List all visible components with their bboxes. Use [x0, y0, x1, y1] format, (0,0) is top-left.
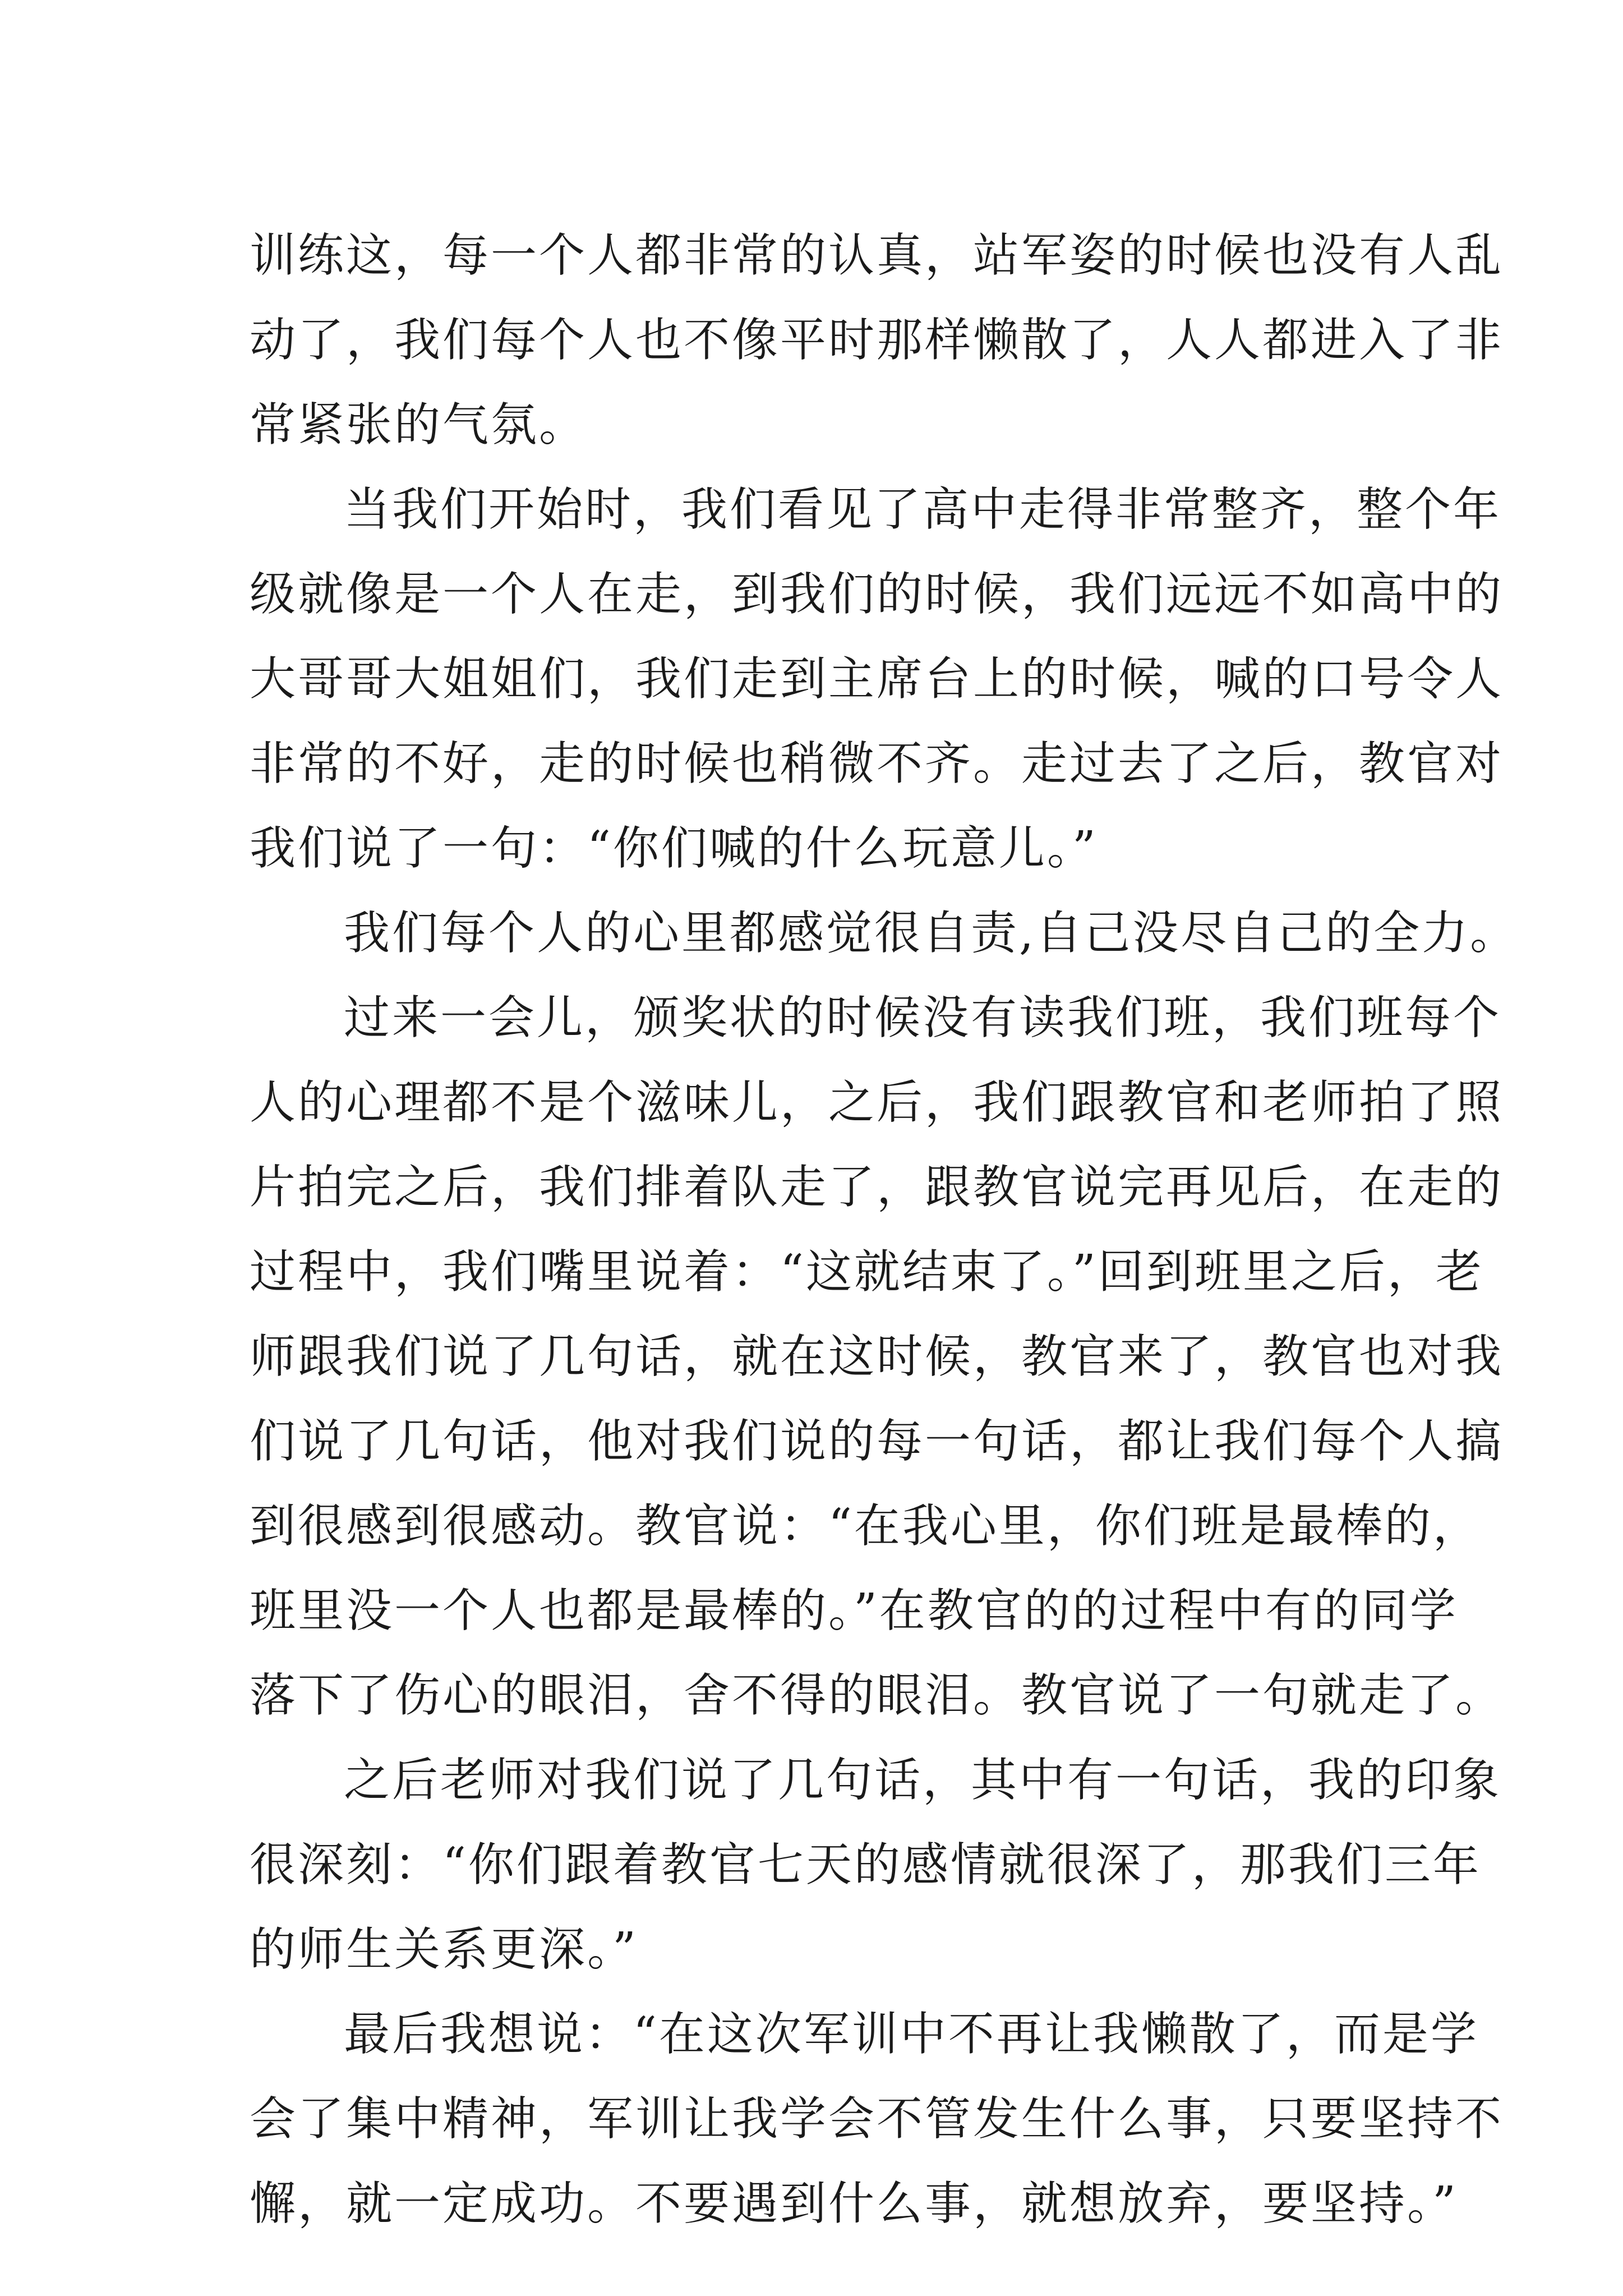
text-line: 最后我想说：“在这次军训中不再让我懒散了，而是学 [344, 2008, 1479, 2061]
text-line: 懈，就一定成功。不要遇到什么事，就想放弃，要坚持。” [250, 2177, 1458, 2230]
text-line: 动了，我们每个人也不像平时那样懒散了，人人都进入了非 [250, 314, 1504, 367]
text-line: 之后老师对我们说了几句话，其中有一句话，我的印象 [344, 1754, 1502, 1807]
text-line: 级就像是一个人在走，到我们的时候，我们远远不如高中的 [250, 568, 1504, 621]
text-line: 的师生关系更深。” [250, 1923, 638, 1976]
text-line: 人的心理都不是个滋味儿，之后，我们跟教官和老师拍了照 [250, 1076, 1504, 1129]
essay-body [250, 213, 1519, 2246]
text-line: 过程中，我们嘴里说着：“这就结束了。”回到班里之后，老 [250, 1245, 1484, 1299]
text-line: 落下了伤心的眼泪，舍不得的眼泪。教官说了一句就走了。 [250, 1669, 1504, 1722]
text-line: 我们说了一句：“你们喊的什么玩意儿。” [250, 822, 1098, 875]
text-line: 们说了几句话，他对我们说的每一句话，都让我们每个人搞 [250, 1415, 1504, 1468]
text-line: 班里没一个人也都是最棒的。”在教官的的过程中有的同学 [250, 1584, 1458, 1637]
text-line: 我们每个人的心里都感觉很自责,自己没尽自己的全力。 [344, 907, 1519, 960]
text-line: 到很感到很感动。教官说：“在我心里，你们班是最棒的， [250, 1499, 1481, 1553]
text-line: 片拍完之后，我们排着队走了，跟教官说完再见后，在走的 [250, 1161, 1504, 1214]
text-line: 当我们开始时，我们看见了高中走得非常整齐，整个年 [344, 483, 1502, 536]
text-line: 会了集中精神，军训让我学会不管发生什么事，只要坚持不 [250, 2092, 1504, 2146]
text-line: 师跟我们说了几句话，就在这时候，教官来了，教官也对我 [250, 1330, 1504, 1383]
text-line: 很深刻：“你们跟着教官七天的感情就很深了，那我们三年 [250, 1838, 1481, 1892]
text-line: 过来一会儿，颁奖状的时候没有读我们班，我们班每个 [344, 991, 1502, 1045]
text-line: 常紧张的气氛。 [250, 398, 588, 452]
text-line: 训练这，每一个人都非常的认真，站军姿的时候也没有人乱 [250, 229, 1504, 282]
text-line: 大哥哥大姐姐们，我们走到主席台上的时候，喊的口号令人 [250, 652, 1504, 706]
text-line: 非常的不好，走的时候也稍微不齐。走过去了之后，教官对 [250, 737, 1504, 790]
